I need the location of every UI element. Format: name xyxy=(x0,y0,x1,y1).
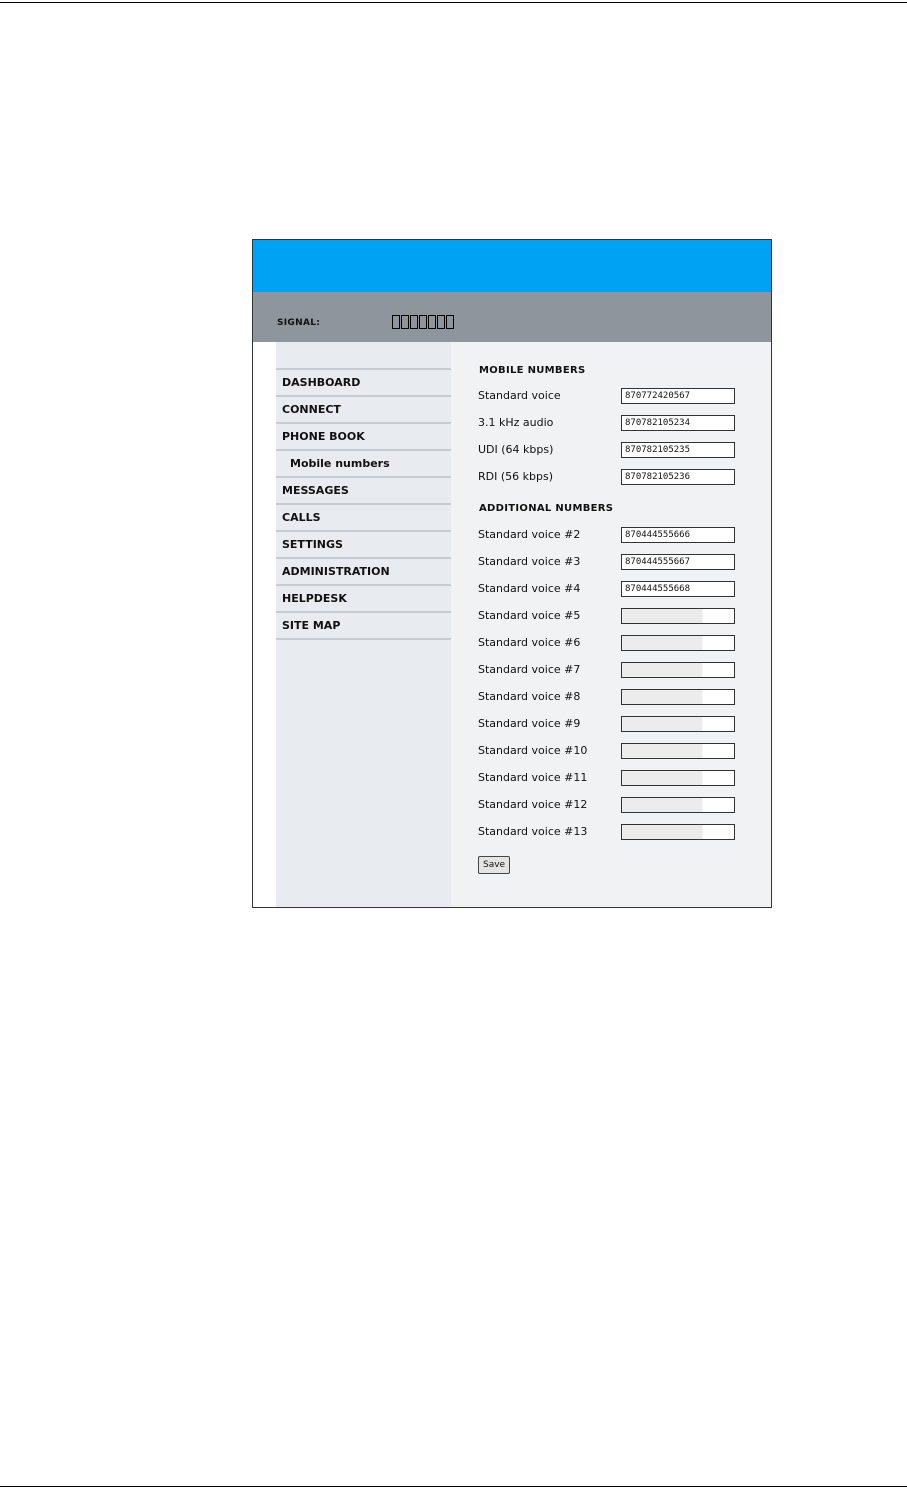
nav-item-mobile-numbers[interactable]: Mobile numbers xyxy=(276,451,451,478)
sidebar-nav xyxy=(276,368,451,640)
standard-voice-10-input[interactable] xyxy=(621,743,735,759)
nav-item-messages[interactable]: MESSAGES xyxy=(276,478,451,505)
nav-item-administration[interactable]: ADMINISTRATION xyxy=(276,559,451,586)
field-label: Standard voice #9 xyxy=(478,717,581,730)
field-label: Standard voice #13 xyxy=(478,825,588,838)
standard-voice-6-input[interactable] xyxy=(621,635,735,651)
nav-item-phone-book[interactable]: PHONE BOOK xyxy=(276,424,451,451)
signal-label: SIGNAL: xyxy=(277,318,321,328)
save-button[interactable]: Save xyxy=(478,856,510,874)
nav-item-settings[interactable]: SETTINGS xyxy=(276,532,451,559)
rdi-input[interactable] xyxy=(621,469,735,485)
main-content xyxy=(451,342,771,907)
signal-bar xyxy=(410,315,418,329)
standard-voice-3-input[interactable] xyxy=(621,554,735,570)
field-label: UDI (64 kbps) xyxy=(478,443,554,456)
field-label: 3.1 kHz audio xyxy=(478,416,554,429)
field-label: Standard voice #11 xyxy=(478,771,588,784)
page-top-rule xyxy=(0,2,907,3)
field-label: Standard voice #12 xyxy=(478,798,588,811)
nav-item-site-map[interactable]: SITE MAP xyxy=(276,613,451,640)
nav-item-calls[interactable]: CALLS xyxy=(276,505,451,532)
signal-bar xyxy=(401,315,409,329)
standard-voice-11-input[interactable] xyxy=(621,770,735,786)
signal-bar xyxy=(437,315,445,329)
signal-bar xyxy=(419,315,427,329)
standard-voice-5-input[interactable] xyxy=(621,608,735,624)
nav-item-connect[interactable]: CONNECT xyxy=(276,397,451,424)
standard-voice-9-input[interactable] xyxy=(621,716,735,732)
field-label: Standard voice #5 xyxy=(478,609,581,622)
field-label: Standard voice #4 xyxy=(478,582,581,595)
field-label: Standard voice #8 xyxy=(478,690,581,703)
page-bottom-rule xyxy=(0,1486,907,1487)
header-banner xyxy=(253,240,771,292)
signal-bar xyxy=(446,315,454,329)
standard-voice-8-input[interactable] xyxy=(621,689,735,705)
additional-numbers-title: ADDITIONAL NUMBERS xyxy=(479,503,614,514)
field-label: Standard voice xyxy=(478,389,561,402)
field-label: RDI (56 kbps) xyxy=(478,470,553,483)
field-label: Standard voice #6 xyxy=(478,636,581,649)
field-label: Standard voice #10 xyxy=(478,744,588,757)
nav-item-helpdesk[interactable]: HELPDESK xyxy=(276,586,451,613)
signal-bar xyxy=(392,315,400,329)
sidebar xyxy=(276,342,451,907)
field-label: Standard voice #7 xyxy=(478,663,581,676)
standard-voice-7-input[interactable] xyxy=(621,662,735,678)
standard-voice-12-input[interactable] xyxy=(621,797,735,813)
web-interface-window xyxy=(252,239,772,908)
status-bar xyxy=(253,292,771,342)
field-label: Standard voice #2 xyxy=(478,528,581,541)
field-label: Standard voice #3 xyxy=(478,555,581,568)
standard-voice-2-input[interactable] xyxy=(621,527,735,543)
nav-item-dashboard[interactable]: DASHBOARD xyxy=(276,370,451,397)
standard-voice-input[interactable] xyxy=(621,388,735,404)
audio-3-1khz-input[interactable] xyxy=(621,415,735,431)
standard-voice-13-input[interactable] xyxy=(621,824,735,840)
signal-strength-indicator xyxy=(392,315,454,329)
signal-bar xyxy=(428,315,436,329)
standard-voice-4-input[interactable] xyxy=(621,581,735,597)
mobile-numbers-title: MOBILE NUMBERS xyxy=(479,365,586,376)
udi-input[interactable] xyxy=(621,442,735,458)
